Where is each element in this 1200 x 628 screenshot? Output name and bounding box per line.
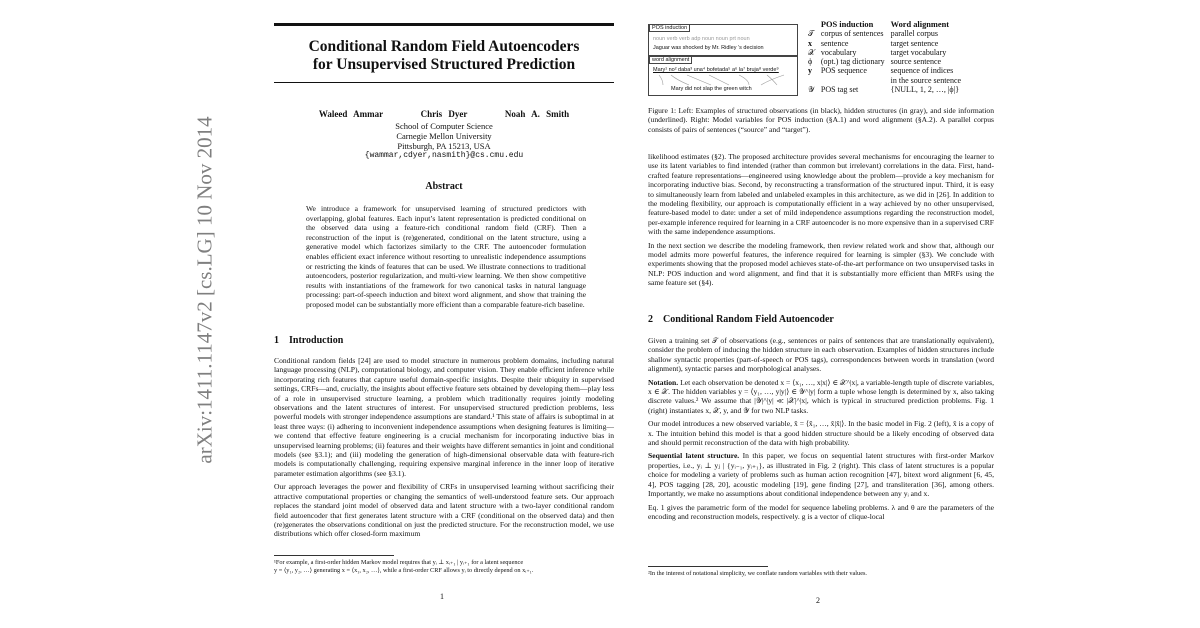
table-cell-symbol xyxy=(808,76,821,85)
arxiv-stamp-text: arXiv:1411.1147v2 [cs.LG] 10 Nov 2014 xyxy=(192,116,217,464)
table-cell-pos xyxy=(821,76,891,85)
alignment-link xyxy=(709,75,729,85)
table-cell-pos: POS tag set xyxy=(820,85,859,95)
table-header-row xyxy=(808,20,967,29)
table-cell-pos: (opt.) tag dictionary xyxy=(820,57,885,67)
page-2-paragraph-3: Given a training set 𝒯 of observations (e.g., sentences or pairs of sentences that are translationally equivalent), consider the problem of inducing the hidden structure in each observation. Examples of hidden structures include shallow syntactic properties (part-of-speech or POS tags), correspondences between words in translation (word alignment), syntactic parses and morphological analyses. xyxy=(648,336,994,374)
author-2: Chris Dyer xyxy=(420,109,468,119)
abstract-text: We introduce a framework for unsupervised learning of structured predictors with overlapping, global features. Each input’s latent representation is predicted conditional on the observed data using a feature-rich conditional random field (CRF). Then a reconstruction of the input is (re)generated, conditional on the latent structure, using a generative model which factorizes similarly to the CRF. The autoencoder formulation enables efficient exact inference without resorting to unrealistic independence assumptions or restricting the kinds of features that can be used. We illustrate connections to traditional autoencoders, posterior regularization, and multi-view learning. We then show competitive results with instantiations of the framework for two canonical tasks in natural language processing: part-of-speech induction and bitext word alignment, and show that training the proposed model can be substantially more efficient than a comparable feature-rich baseline. xyxy=(306,204,586,309)
table-row xyxy=(808,48,967,57)
affiliation xyxy=(274,121,614,161)
sequential-paragraph xyxy=(648,451,994,498)
affiliation-line-2: Carnegie Mellon University xyxy=(396,131,492,141)
paper-title xyxy=(274,38,614,74)
pos-tag-row: noun verb verb adp noun noun prt noun xyxy=(653,36,750,42)
footnote-rule xyxy=(274,555,394,556)
footnote-1-line-2: y = ⟨y₁, y₂, …⟩ generating x = ⟨x₁, x₂, …⟩, while a first-order CRF allows yᵢ to directly depend on xᵢ₊₁. xyxy=(274,567,534,574)
alignment-source-row: Mary¹ no² daba³ una⁴ bofetada⁵ a⁶ la⁷ bruja⁸ verde⁹ xyxy=(653,67,779,73)
word-alignment-box xyxy=(648,56,798,96)
table-cell-symbol: 𝒯 xyxy=(808,29,815,39)
table-cell-wa: target sentence xyxy=(890,38,939,48)
section-1-number: 1 xyxy=(274,335,279,346)
table-row xyxy=(808,76,967,85)
section-2-heading xyxy=(648,314,834,325)
author-3: Noah A. Smith xyxy=(504,109,570,119)
pos-word-row: Jaguar was shocked by Mr. Ridley ’s decision xyxy=(653,45,764,51)
table-cell-pos: corpus of sentences xyxy=(820,29,884,39)
table-cell-symbol: ϕ xyxy=(808,57,813,67)
word-alignment-label: word alignment xyxy=(649,56,692,64)
table-row xyxy=(808,66,967,75)
table-cell-wa: parallel corpus xyxy=(890,29,938,39)
alignment-link xyxy=(739,75,749,85)
table-row xyxy=(808,39,967,48)
section-1-title: Introduction xyxy=(289,335,344,346)
section-2-number: 2 xyxy=(648,314,653,325)
alignment-links xyxy=(649,74,797,86)
footnote-2: ²In the interest of notational simplicity, we conflate random variables with their values. xyxy=(648,570,868,577)
alignment-link xyxy=(767,75,777,85)
table-header-wa: Word alignment xyxy=(890,20,950,29)
page-1 xyxy=(274,0,614,628)
page-2-paragraph-1: likelihood estimates (§2). The proposed architecture provides several mechanisms for encouraging the learner to use its latent variables to find intended (rather than common but irrelevant) correlations in the data. First, hand-crafted feature representations—engineered using knowledge about the problem—provide a key mechanism for incorporating inductive bias. Second, by reconstructing a transformation of the structured input. Third, it is easy to simultaneously learn from labeled and unlabeled examples in this architecture, as we did in [26]. In addition to the modeling flexibility, our approach is computationally efficient in a way achieved by no other unsupervised, feature-based model to date: under a set of mild independence assumptions regarding the reconstruction model, per-example inference required for learning in a CRF autoencoder is no more expensive than in a supervised CRF with the same independence assumptions. xyxy=(648,152,994,237)
table-cell-wa: in the source sentence xyxy=(890,75,962,85)
table-cell-symbol: 𝒳 xyxy=(808,47,815,57)
intro-paragraph-1: Conditional random fields [24] are used to model structure in numerous problem domains, including natural language processing (NLP), computational biology, and computer vision. They enable efficient inference while incorporating rich features that capture useful domain-specific insights. Despite their ubiquity in supervised settings, CRFs—and, crucially, the insights about effective feature sets obtained by developing them—play less of a role in unsupervised structure learning, a problem which traditionally requires jointly modeling observations and the latent structures of interest. For unsupervised structured prediction problems, less powerful models with stronger independence assumptions are standard.¹ This state of affairs is suboptimal in at least three ways: (i) adhering to inconvenient independence assumptions when designing features is limiting—we contend that effective feature engineering is a crucial mechanism for incorporating inductive bias in unsupervised learning problems; (ii) features and their weights have different semantics in joint and conditional models (see §3.1); and (iii) modeling the generation of high-dimensional observable data with feature-rich models is computationally challenging, requiring expensive marginal inference in the inner loop of iterative parameter estimation algorithms (see §3.1). xyxy=(274,356,614,478)
sequential-label: Sequential latent structure. xyxy=(648,451,740,461)
page-2-paragraph-5: Our model introduces a new observed variable, x̂ = ⟨x̂₁, …, x̂|x̂|⟩. In the basic model in Fig. 2 (left), x̂ is a copy of x. The intuition behind this model is that a good hidden structure should be a likely encoding of observed data and should permit reconstruction of the data with high probability. xyxy=(648,419,994,448)
author-email: {wammar,cdyer,nasmith}@cs.cmu.edu xyxy=(364,151,524,160)
table-row xyxy=(808,29,967,38)
table-cell-wa: sequence of indices xyxy=(890,66,954,76)
alignment-link xyxy=(671,75,689,85)
page-number-2: 2 xyxy=(816,596,820,605)
section-2-title: Conditional Random Field Autoencoder xyxy=(663,314,834,325)
title-line-2: for Unsupervised Structured Prediction xyxy=(312,56,576,73)
table-row xyxy=(808,85,967,94)
arxiv-stamp xyxy=(150,116,260,464)
table-cell-wa: target vocabulary xyxy=(890,47,947,57)
table-cell-pos: vocabulary xyxy=(820,47,857,57)
page-2 xyxy=(648,0,994,628)
notation-label: Notation. xyxy=(648,377,679,387)
author-1: Waleed Ammar xyxy=(318,109,384,119)
page-2-body-top xyxy=(648,152,994,292)
footnote-1-line-1: ¹For example, a first-order hidden Markov model requires that yᵢ ⊥ xᵢ₊₁ | yᵢ₊₁ for a latent sequence xyxy=(274,559,524,566)
page-2-paragraph-2: In the next section we describe the modeling framework, then review related work and show that, although our model admits more powerful features, the inference required for learning is simpler (§3). We conclude with experiments showing that the proposed model achieves state-of-the-art performance on two unsupervised tasks in NLP: POS induction and word alignment, and find that it is substantially more efficient than MRFs using the same feature set (§4). xyxy=(648,240,994,288)
title-line-1: Conditional Random Field Autoencoders xyxy=(308,38,580,55)
table-cell-symbol: y xyxy=(808,66,812,76)
footnote-rule-2 xyxy=(648,566,768,567)
table-row xyxy=(808,57,967,66)
figure-1-left xyxy=(648,24,798,100)
page-2-paragraph-7: Eq. 1 gives the parametric form of the model for sequence labeling problems. λ and θ are the parameters of the encoding and reconstruction models, respectively. g is a vector of clique-local xyxy=(648,502,994,521)
table-header-symbol xyxy=(808,20,821,29)
section-2-body xyxy=(648,336,994,525)
table-cell-wa: {NULL, 1, 2, …, |ϕ|} xyxy=(890,85,960,95)
introduction-body xyxy=(274,356,614,543)
table-cell-symbol: x xyxy=(808,38,812,48)
authors xyxy=(274,109,614,119)
title-bottom-rule xyxy=(274,82,614,83)
figure-1-caption: Figure 1: Left: Examples of structured observations (in black), hidden structures (in gray), and side information (underlined). Right: Model variables for POS induction (§A.1) and word alignment (§A.2). A parallel corpus consists of pairs of sentences (“source” and “target”). xyxy=(648,106,994,134)
table-cell-wa: source sentence xyxy=(890,57,942,67)
figure-1-right-table xyxy=(808,20,994,94)
notation-paragraph xyxy=(648,378,994,416)
abstract-heading: Abstract xyxy=(425,181,463,192)
pos-induction-label: POS induction xyxy=(649,24,690,32)
table-header-pos: POS induction xyxy=(820,20,874,29)
table-cell-symbol: 𝒴 xyxy=(808,85,815,95)
title-top-rule xyxy=(274,23,614,26)
alignment-target-row: Mary did not slap the green witch xyxy=(671,86,752,92)
footnote-1 xyxy=(274,559,614,575)
table-cell-pos: POS sequence xyxy=(820,66,867,76)
model-variables-table xyxy=(808,20,967,94)
affiliation-line-3: Pittsburgh, PA 15213, USA xyxy=(397,141,491,151)
intro-paragraph-2: Our approach leverages the power and flexibility of CRFs in unsupervised learning without sacrificing their attractive computational properties or changing the semantics of well-understood feature sets. Our approach replaces the standard joint model of observed data and latent structure with a two-layer conditional random field autoencoder that first generates latent structure with a CRF (conditional on the observed data) and then (re)generates the observations conditional on just the predicted structure. For the reconstruction model, we use distributions which offer closed-form maximum xyxy=(274,482,614,539)
sequential-text: In this paper, we focus on sequential latent structures with first-order Markov properties, i.e., yᵢ ⊥ yⱼ | {yᵢ₋₁, yᵢ₊₁}, as illustrated in Fig. 2 (right). This class of latent structures is a popular choice for modeling a variety of problems such as human action recognition [47], bitext word alignment [6, 45, 4], POS tagging [28, 20], acoustic modeling [19], gene finding [27], and transliteration [36], among others. Importantly, we make no assumptions about conditional independence between any yᵢ and x. xyxy=(648,451,994,499)
section-1-heading xyxy=(274,335,343,346)
notation-text: Let each observation be denoted x = ⟨x₁, …, x|x|⟩ ∈ 𝒳^|x|, a variable-length tuple of discrete variables, x ∈ 𝒳. The hidden variables y = ⟨y₁, …, y|y|⟩ ∈ 𝒴^|y| form a tuple whose length is determined by x, also taking discrete values.² We assume that |𝒴|^|y| ≪ |𝒳|^|x|, which is typical in structured prediction problems. Fig. 1 (right) instantiates x, 𝒳, y, and 𝒴 for two NLP tasks. xyxy=(648,377,994,415)
table-cell-pos: sentence xyxy=(820,38,849,48)
pos-induction-box xyxy=(648,24,798,56)
alignment-link xyxy=(687,75,711,85)
alignment-link xyxy=(659,75,663,85)
page-number-1: 1 xyxy=(440,592,444,601)
affiliation-line-1: School of Computer Science xyxy=(395,121,493,131)
